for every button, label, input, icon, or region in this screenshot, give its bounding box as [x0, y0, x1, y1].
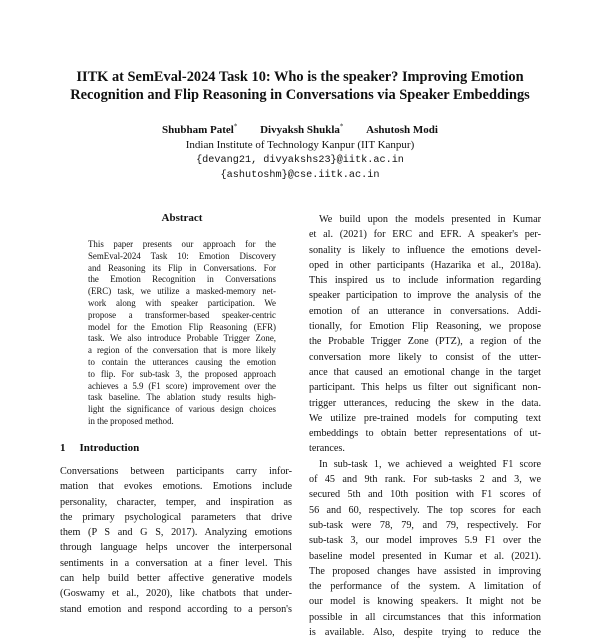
text-line: We utilize pre-trained models for computing text [309, 412, 541, 424]
right-column-body [309, 212, 541, 640]
text-line: trigger utterances, reducing the skew in the data. [309, 397, 541, 409]
text-line: conversation more likely to consist of the utter- [309, 351, 541, 363]
text-line: of 45 and 9th rank. For sub-tasks 2 and 3, we [309, 474, 541, 486]
text-line: This paper presents our approach for the [88, 239, 276, 249]
text-line: in the proposed method. [88, 415, 174, 426]
author: Shubham Patel* [162, 122, 238, 136]
author-email: {ashutoshm}@cse.iitk.ac.in [220, 169, 380, 181]
text-line: sub-task 3, our model improves 5.9 F1 over the [309, 535, 541, 547]
author-block [100, 119, 500, 183]
section-number: 1 [60, 442, 66, 454]
title-line: Recognition and Flip Reasoning in Conversations via Speaker Embeddings [70, 87, 530, 103]
paper-title [60, 68, 540, 104]
text-line: tionally, for Emotion Flip Reasoning, we propose [309, 321, 541, 333]
author-email: {devang21, divyakshs23}@iitk.ac.in [196, 154, 404, 166]
text-line: Conversations between participants carry infor- [60, 466, 292, 477]
affiliation: Indian Institute of Technology Kanpur (IIT Kanpur) [185, 138, 415, 151]
text-line: propose a transformer-based speaker-centric [88, 309, 276, 320]
text-line: baseline model presented in Kumar et al. (2021). [309, 550, 541, 562]
text-line: light the significance of various design choices [88, 404, 276, 415]
text-line: emotion of an utterance in conversations. Addi- [309, 305, 541, 317]
text-line: ance that caused an emotional change in the target [309, 366, 541, 378]
text-line: model for the Emotion Flip Reasoning (EFR) [88, 321, 276, 332]
text-line: is available. Also, despite trying to reduce the [309, 627, 541, 639]
text-line: SemEval-2024 Task 10: Emotion Discovery [88, 250, 276, 261]
text-line: oped in other participants (Hazarika et al., 2018a). [309, 259, 541, 271]
text-line: the primary psychological parameters that drive [60, 511, 292, 523]
text-line: (Goswamy et al., 2020), like chatbots that under- [60, 588, 292, 600]
author: Divyaksh Shukla* [260, 122, 344, 136]
text-line: This inspired us to include information regarding [309, 275, 541, 287]
abstract-body [88, 239, 276, 428]
text-line: We build upon the models presented in Kumar [319, 214, 541, 225]
section-title: Introduction [79, 442, 140, 454]
text-line: 56 and 60, respectively. The top scores for each [309, 504, 541, 516]
text-line: The proposed changes have assisted in improving [309, 565, 541, 577]
text-line: possible in all circumstances that this information [309, 611, 541, 623]
text-line: (ERC) task, we utilize a masked-memory net- [88, 286, 276, 297]
text-line: the Probable Trigger Zone (PTZ), a region of the [309, 336, 541, 348]
text-line: task baseline. The ablation study results high- [88, 392, 276, 403]
text-line: work along with speaker participation. We [88, 297, 276, 308]
text-line: participant. This helps us filter out significant non- [309, 382, 541, 394]
text-line: the performance of the system. A limitation of [309, 581, 541, 593]
text-line: can help build better affective generative models [60, 573, 292, 585]
text-line: In sub-task 1, we achieved a weighted F1 score [319, 458, 541, 470]
text-line: et al. (2021) for ERC and EFR. A speaker's per- [309, 229, 541, 241]
text-line: task. We also introduce Probable Trigger Zone, [88, 333, 276, 344]
text-line: mation that evokes emotions. Emotions include [60, 481, 292, 493]
introduction-body [60, 464, 292, 617]
section-heading [60, 442, 139, 454]
text-line: to contain the utterances causing the emotion [88, 356, 276, 367]
text-line: secured 5th and 10th position with F1 scores of [309, 489, 541, 501]
text-line: sonality is likely to influence the emotions devel- [309, 244, 541, 256]
text-line: embeddings to obtain better representations of ut- [309, 428, 541, 440]
title-line: IITK at SemEval-2024 Task 10: Who is the speaker? Improving Emotion [76, 69, 524, 85]
text-line: sub-task were 78, 79, and 79, respectively. For [309, 519, 541, 531]
abstract-heading: Abstract [161, 212, 203, 224]
text-line: the Emotion Recognition in Conversations [88, 274, 276, 285]
text-line: sentiments in a conversation at a finer level. This [60, 557, 292, 569]
text-line: to flip. For sub-task 3, the proposed approach [88, 368, 276, 379]
author-names [100, 119, 500, 138]
text-line: and Reasoning its Flip in Conversations. For [88, 262, 276, 273]
text-line: terances. [309, 443, 345, 455]
text-line: achieves a 5.9 (F1 score) improvement over the [88, 380, 276, 391]
text-line: a region of the conversation that is more likely [88, 345, 276, 356]
text-line: speaker participation to improve the analysis of the [309, 290, 541, 302]
text-line: stand emotion and respond according to a person's [60, 603, 292, 615]
text-line: them (P S and G S, 2017). Analyzing emotions [60, 527, 292, 539]
text-line: personality, character, temper, and inspiration as [60, 496, 292, 508]
text-line: through language helps uncover the interpersonal [60, 542, 292, 554]
text-line: our model is knowing speakers. It might not be [309, 596, 541, 608]
author: Ashutosh Modi [366, 123, 438, 136]
